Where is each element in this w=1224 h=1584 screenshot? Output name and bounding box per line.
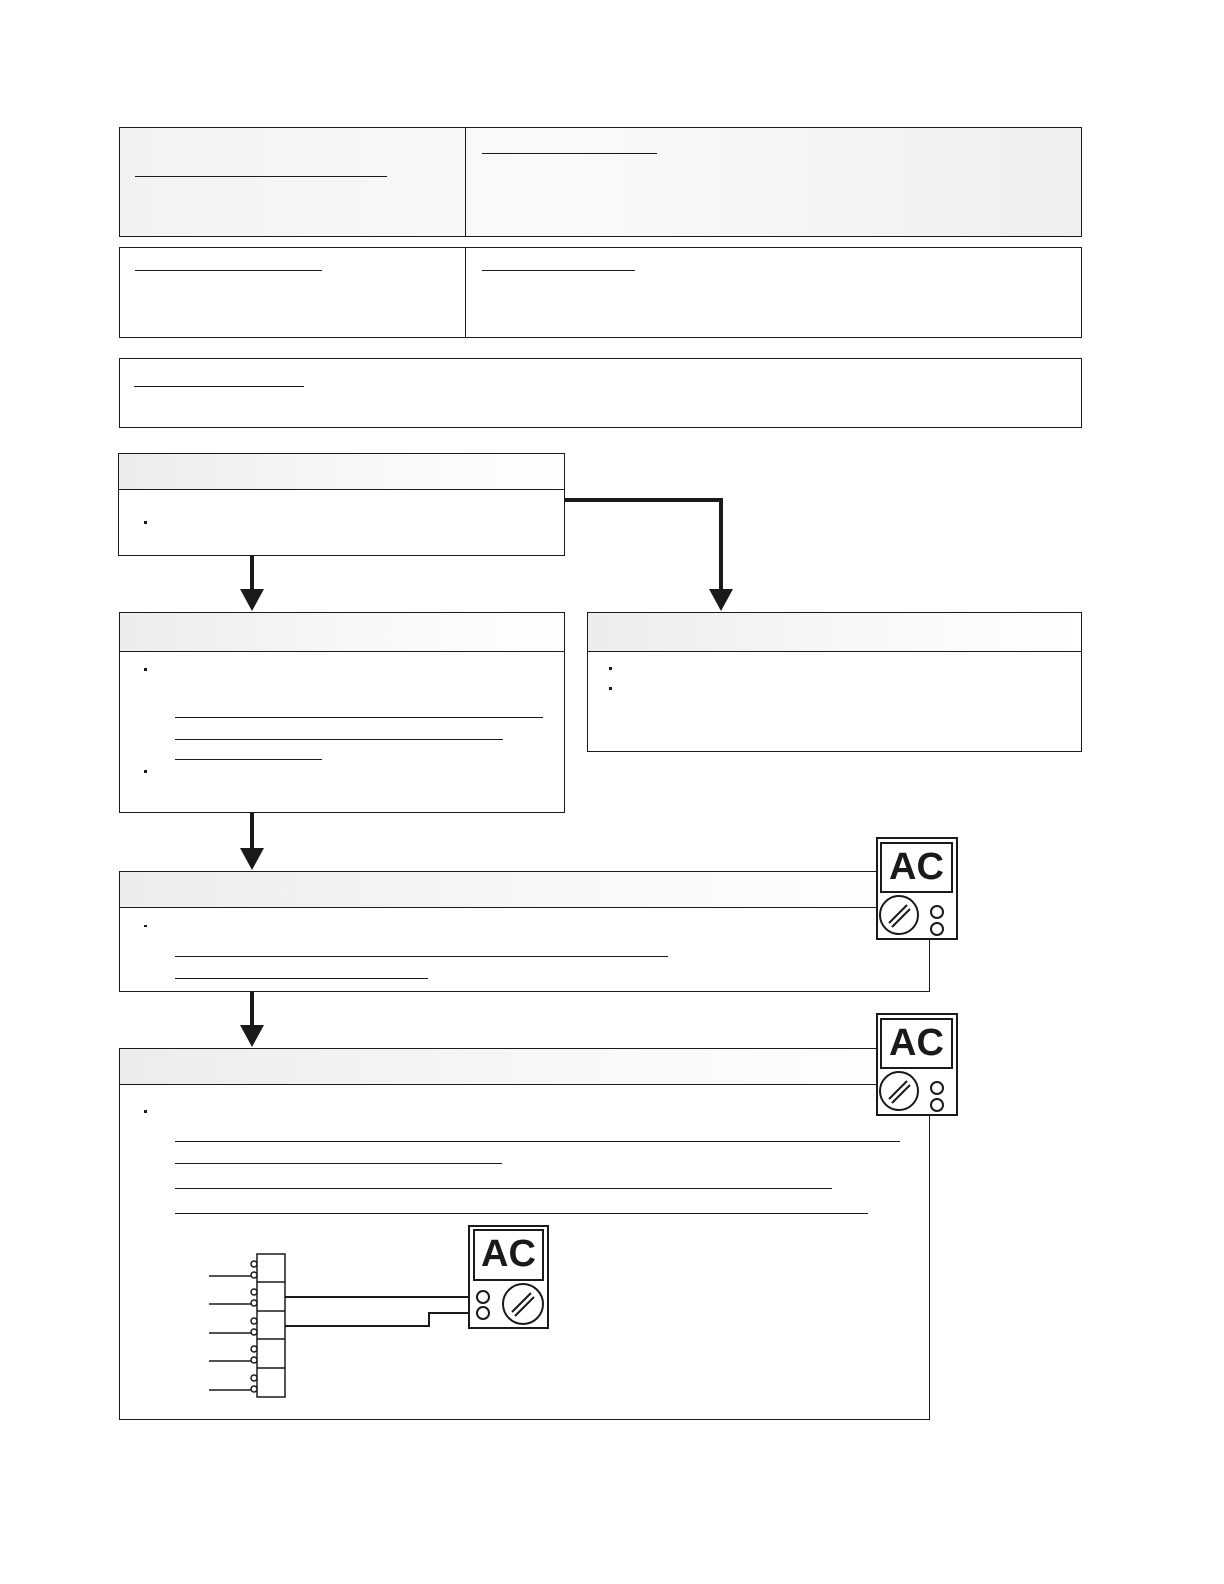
terminal-screw <box>251 1289 257 1295</box>
arrowhead-3 <box>240 848 264 870</box>
terminal-screw <box>251 1375 257 1381</box>
terminal-screw <box>251 1357 257 1363</box>
terminal-screw <box>251 1386 257 1392</box>
terminal-block-body <box>257 1254 285 1397</box>
ac-meter-1 <box>876 837 958 940</box>
probe-lead-2 <box>285 1313 476 1326</box>
terminal-screw <box>251 1346 257 1352</box>
terminal-screw <box>251 1300 257 1306</box>
meter-2-label: AC <box>889 1022 944 1064</box>
terminal-screw <box>251 1318 257 1324</box>
arrowhead-4 <box>240 1025 264 1047</box>
ac-meter-3 <box>468 1225 549 1329</box>
terminal-screw <box>251 1272 257 1278</box>
meter-3-label: AC <box>481 1233 536 1275</box>
meter-1-label: AC <box>889 846 944 888</box>
terminal-screw <box>251 1329 257 1335</box>
terminal-screw <box>251 1261 257 1267</box>
arrow-line-2 <box>565 500 721 592</box>
arrowhead-2 <box>709 589 733 611</box>
arrowhead-1 <box>240 589 264 611</box>
terminal-block <box>209 1254 476 1397</box>
ac-meter-2 <box>876 1013 958 1116</box>
